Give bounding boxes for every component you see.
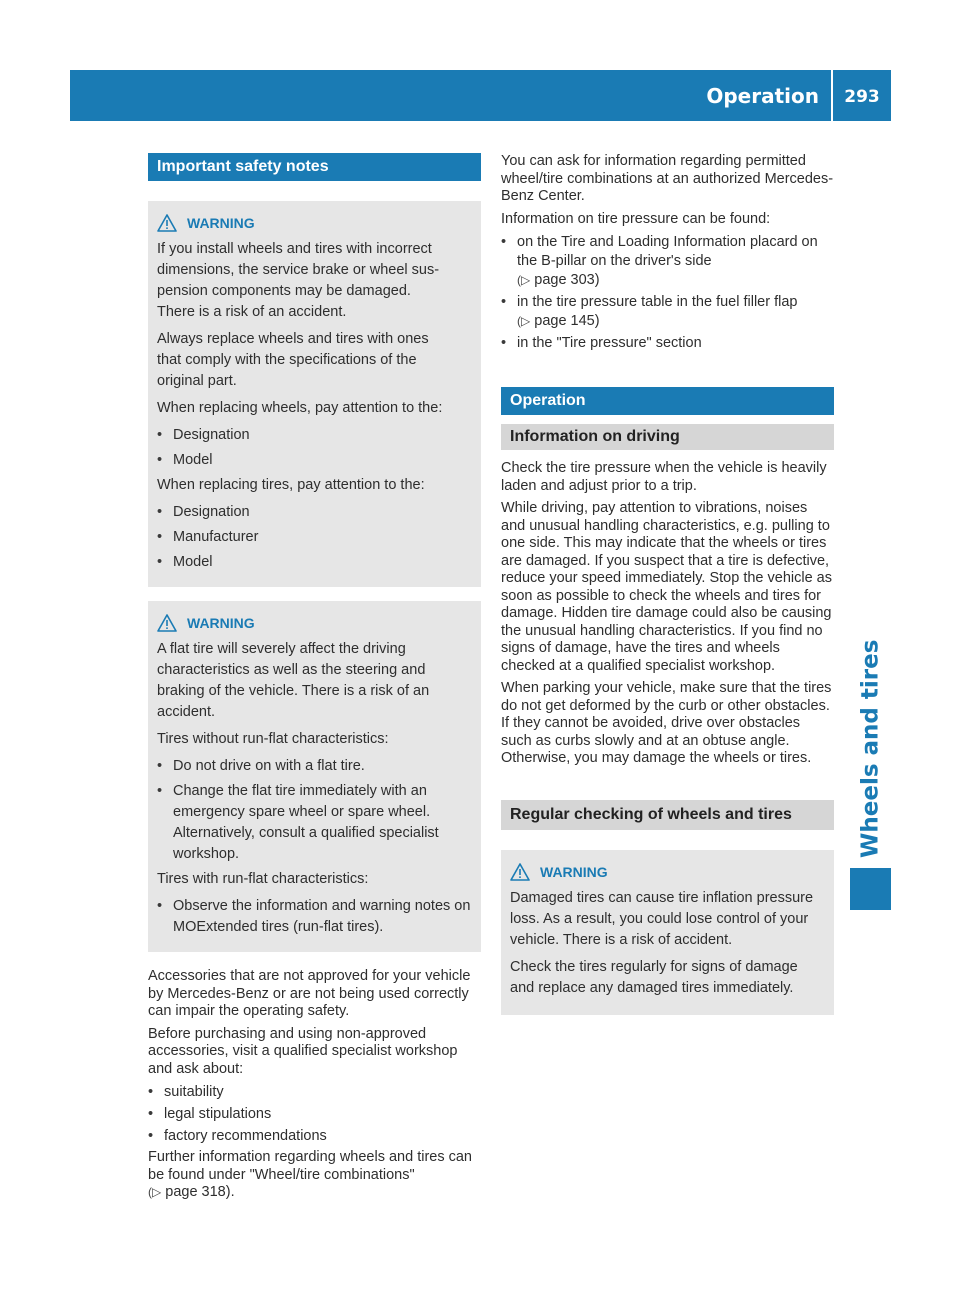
warning-line: dimensions, the service brake or wheel sus- bbox=[157, 262, 440, 278]
page-ref-symbol: (▷ bbox=[517, 314, 531, 328]
list-item bbox=[157, 756, 472, 777]
page-reference[interactable]: page 303) bbox=[534, 272, 600, 288]
page-ref-symbol: (▷ bbox=[517, 273, 531, 287]
header-title: Operation bbox=[706, 84, 819, 108]
warning-text: Damaged tires can cause tire inflation pressure loss. As a result, you could lose control of your vehicle. There is a risk of accident. bbox=[510, 889, 814, 948]
list-item bbox=[501, 233, 834, 290]
list-item bbox=[157, 896, 472, 938]
warning-line: original part. bbox=[157, 373, 237, 389]
list-item bbox=[148, 1127, 481, 1146]
body-paragraph: Information on tire pressure can be found: bbox=[501, 210, 771, 227]
list-item-text: factory recommendations bbox=[164, 1128, 327, 1144]
page-ref-symbol: (▷ bbox=[148, 1185, 162, 1199]
body-paragraph: When parking your vehicle, make sure that the tires do not get deformed by the curb or other obstacles. If they cannot be avoided, drive over obstacles such as curbs slowly and at an obtuse angle. Otherwise, you may damage the wheels or tires. bbox=[501, 680, 832, 766]
page-number: 293 bbox=[844, 87, 880, 107]
list-item bbox=[157, 502, 472, 523]
warning-heading bbox=[157, 213, 472, 233]
warning-line: accident. bbox=[157, 704, 216, 720]
list-item-text: in the tire pressure table in the fuel filler flap (▷ page 145) bbox=[517, 294, 798, 329]
body-paragraph: Accessories that are not approved for your vehicle by Mercedes-Benz or are not being used correctly can impair the operating safety. bbox=[148, 968, 471, 1019]
warning-text bbox=[157, 329, 472, 392]
body-paragraph: While driving, pay attention to vibrations, noises and unusual handling characteristics, e.g. pulling to one side. This may indicate that the wheels or tires are damaged. If you suspect that a tire is defective, reduce your speed immediately. Stop the vehicle as soon as possible to check the wheels and tires for damage. Hidden tire damage could also be causing the unusual handling characteristics. If you find no signs of damage, have the tires and wheels checked at a qualified specialist workshop. bbox=[501, 500, 832, 674]
header-bar bbox=[70, 70, 891, 121]
list-item-text: legal stipulations bbox=[164, 1106, 272, 1122]
warning-text bbox=[157, 639, 472, 723]
left-column bbox=[148, 153, 481, 1207]
subsection-title-driving: Information on driving bbox=[501, 424, 834, 450]
accessories-text bbox=[148, 968, 481, 1202]
page-reference[interactable]: page 318). bbox=[165, 1184, 235, 1200]
list-item-text: Designation bbox=[173, 427, 250, 443]
warning-line: that comply with the specifications of the bbox=[157, 352, 417, 368]
warning-line: There is a risk of an accident. bbox=[157, 304, 347, 320]
warning-heading bbox=[157, 613, 472, 633]
list-item-text: Change the flat tire immediately with an emergency spare wheel or spare wheel. Alternatively, consult a qualified specialist workshop. bbox=[173, 783, 439, 862]
right-column bbox=[501, 153, 834, 1015]
warning-text: When replacing wheels, pay attention to the: bbox=[157, 400, 443, 416]
warning-line: Always replace wheels and tires with ones bbox=[157, 331, 429, 347]
list-item-text: suitability bbox=[164, 1084, 224, 1100]
side-tab-block bbox=[850, 868, 891, 910]
section-title-operation: Operation bbox=[501, 387, 834, 415]
warning-line: braking of the vehicle. There is a risk of an bbox=[157, 683, 430, 699]
side-tab-label: Wheels and tires bbox=[857, 639, 884, 858]
warning-text: When replacing tires, pay attention to the: bbox=[157, 477, 425, 493]
list-item bbox=[501, 293, 834, 331]
list-item bbox=[157, 425, 472, 446]
warning-label: WARNING bbox=[187, 615, 255, 631]
intro-text bbox=[501, 153, 834, 353]
list-item bbox=[157, 781, 472, 865]
warning-text: Tires without run-flat characteristics: bbox=[157, 731, 389, 747]
list-item-text: on the Tire and Loading Information placard on the B-pillar on the driver's side (▷ page 303) bbox=[517, 234, 818, 288]
warning-box-damaged-tires bbox=[501, 850, 834, 1015]
warning-line: pension components may be damaged. bbox=[157, 283, 411, 299]
body-paragraph: Check the tire pressure when the vehicle is heavily laden and adjust prior to a trip. bbox=[501, 460, 827, 494]
list-item-text: Manufacturer bbox=[173, 529, 259, 545]
list-item-text: in the "Tire pressure" section bbox=[517, 335, 702, 351]
list-item-text: Do not drive on with a flat tire. bbox=[173, 758, 365, 774]
body-paragraph bbox=[148, 1149, 481, 1202]
list-item-text: Model bbox=[173, 452, 213, 468]
subsection-title-checking: Regular checking of wheels and tires bbox=[501, 800, 834, 830]
list-item bbox=[157, 552, 472, 573]
list-item bbox=[148, 1083, 481, 1102]
list-item bbox=[148, 1105, 481, 1124]
warning-heading bbox=[510, 862, 825, 882]
list-item-text: Observe the information and warning notes on MOExtended tires (run-flat tires). bbox=[173, 898, 471, 935]
body-text: Further information regarding wheels and tires can be found under "Wheel/tire combinations" bbox=[148, 1149, 472, 1183]
body-paragraph: You can ask for information regarding permitted wheel/tire combinations at an authorized Mercedes-Benz Center. bbox=[501, 153, 834, 204]
warning-text: Check the tires regularly for signs of damage and replace any damaged tires immediately. bbox=[510, 958, 798, 996]
warning-text bbox=[157, 239, 472, 323]
list-item bbox=[501, 334, 834, 353]
warning-box-wheels bbox=[148, 201, 481, 587]
warning-box-flat-tire bbox=[148, 601, 481, 952]
warning-triangle-icon bbox=[157, 214, 177, 232]
body-paragraph: Before purchasing and using non-approved accessories, visit a qualified specialist workshop and ask about: bbox=[148, 1025, 458, 1077]
warning-line: characteristics as well as the steering and bbox=[157, 662, 426, 678]
side-tab bbox=[850, 140, 891, 910]
warning-text: Tires with run-flat characteristics: bbox=[157, 871, 369, 887]
warning-triangle-icon bbox=[157, 614, 177, 632]
list-item-text: Model bbox=[173, 554, 213, 570]
list-item bbox=[157, 527, 472, 548]
section-title-safety: Important safety notes bbox=[148, 153, 481, 181]
driving-text bbox=[501, 460, 834, 768]
warning-line: If you install wheels and tires with incorrect bbox=[157, 241, 432, 257]
warning-triangle-icon bbox=[510, 863, 530, 881]
list-item-text: Designation bbox=[173, 504, 250, 520]
list-item bbox=[157, 450, 472, 471]
page-reference[interactable]: page 145) bbox=[534, 313, 600, 329]
warning-label: WARNING bbox=[187, 215, 255, 231]
warning-line: A flat tire will severely affect the driving bbox=[157, 641, 406, 657]
warning-label: WARNING bbox=[540, 863, 608, 880]
